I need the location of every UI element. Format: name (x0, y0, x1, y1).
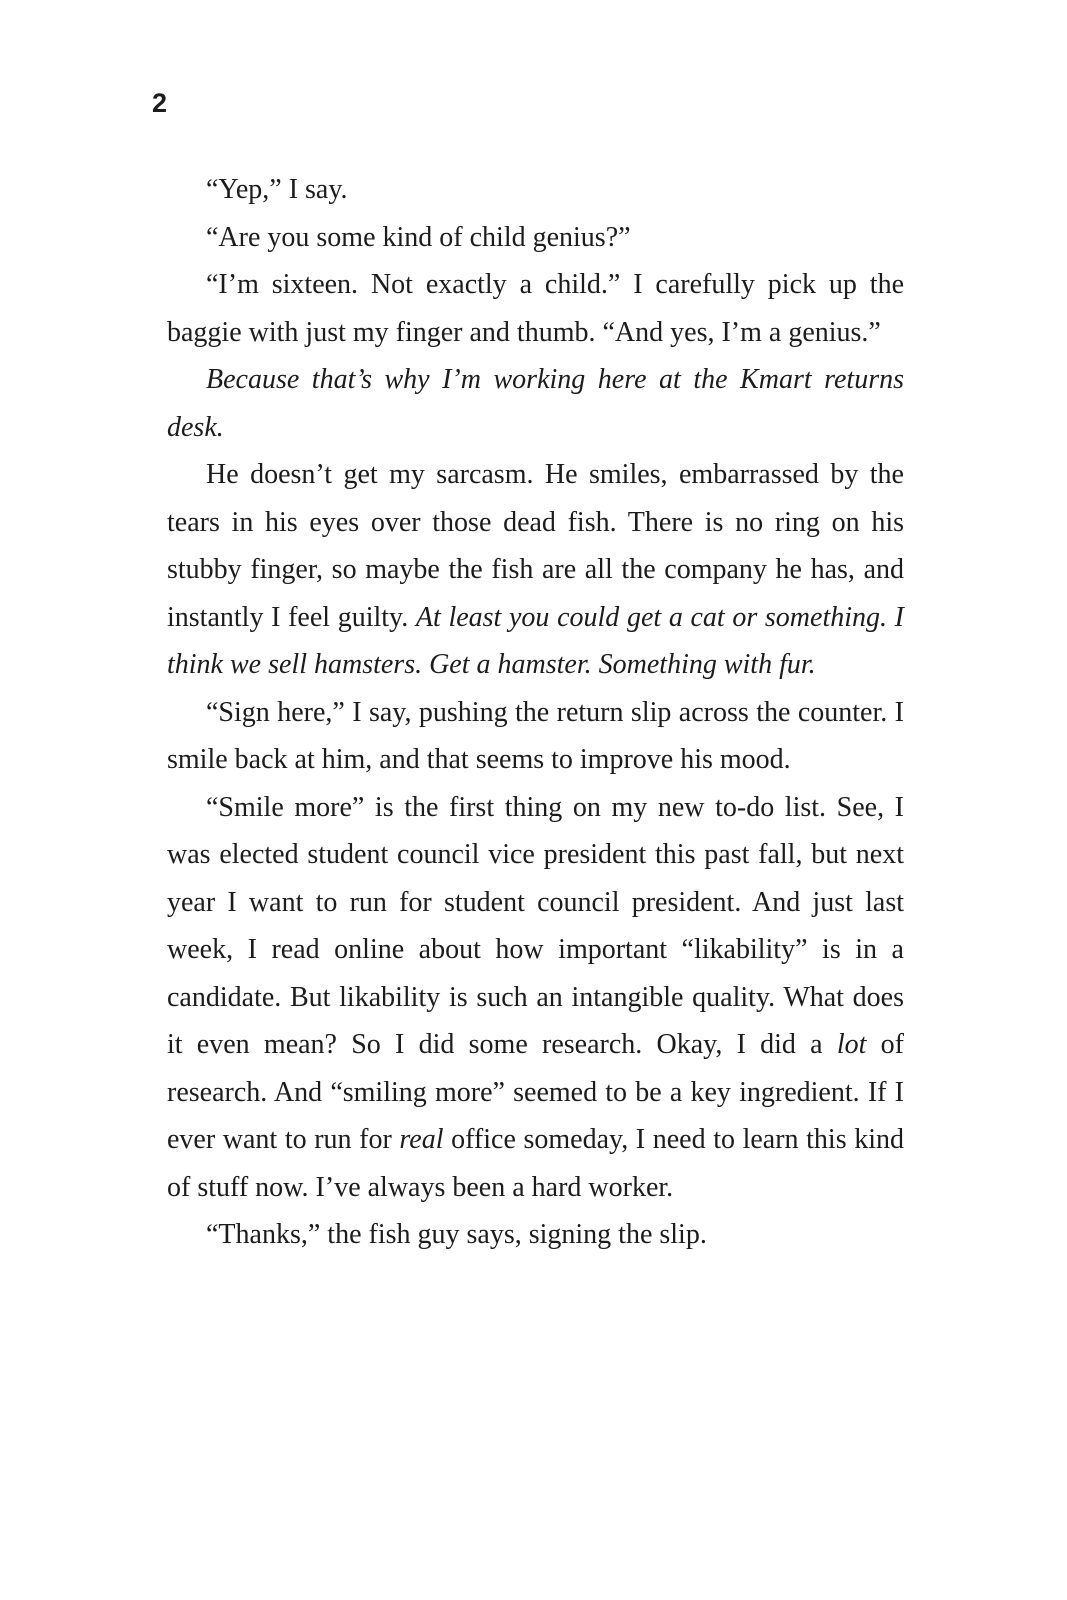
italic-run: At least you could get a cat or something. I think we sell hamsters. Get a hamster. Something with fur. (167, 601, 905, 680)
text-run: “Sign here,” I say, pushing the return slip across the counter. I smile back at him, and that seems to improve his mood. (167, 696, 904, 775)
page-number: 2 (152, 88, 168, 118)
text-run: “Smile more” is the first thing on my new to-do list. See, I was elected student council vice president this past fall, but next year I want to run for student council president. And just last week, I read online about how important “likability” is in a candidate. But likability is such an intangible quality. What does it even mean? So I did some research. Okay, I did a (167, 791, 904, 1060)
italic-run: real (399, 1124, 444, 1155)
paragraph-4 (167, 356, 904, 451)
paragraph-3 (167, 261, 904, 356)
text-run: of research. And “smiling more” seemed to be a key ingredient. If I ever want to run for (167, 1029, 904, 1155)
paragraph-8 (167, 1211, 904, 1259)
paragraph-6 (167, 689, 904, 784)
text-run: “Are you some kind of child genius?” (206, 221, 631, 253)
text-run: office someday, I need to learn this kind of stuff now. I’ve always been a hard worker. (167, 1124, 904, 1203)
paragraph-7 (167, 784, 904, 1212)
italic-run: lot (836, 1029, 867, 1060)
text-run: “Yep,” I say. (206, 174, 348, 205)
body-text (167, 166, 904, 1259)
paragraph-2 (167, 214, 904, 262)
text-run: “I’m sixteen. Not exactly a child.” I carefully pick up the baggie with just my finger and thumb. “And yes, I’m a genius.” (167, 269, 904, 348)
text-run: He doesn’t get my sarcasm. He smiles, embarrassed by the tears in his eyes over those dead fish. There is no ring on his stubby finger, so maybe the fish are all the company he has, and instantly I feel guilty. (167, 459, 904, 633)
text-run: “Thanks,” the fish guy says, signing the slip. (206, 1219, 707, 1250)
italic-run: Because that’s why I’m working here at the Kmart returns desk. (167, 364, 904, 443)
paragraph-1 (167, 166, 904, 214)
paragraph-5 (167, 451, 904, 689)
